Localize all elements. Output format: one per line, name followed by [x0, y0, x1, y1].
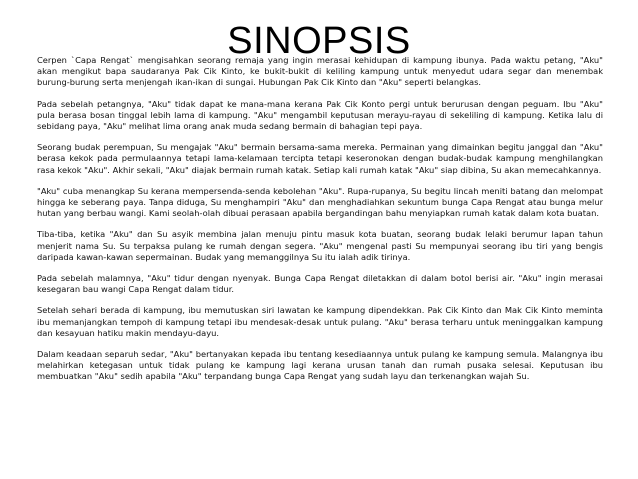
paragraph-1: Cerpen `Capa Rengat` mengisahkan seorang remaja yang ingin merasai kehidupan di kampung ibunya. Pada waktu petang, "Aku" akan mengikut bapa saudaranya Pak Cik Kinto, ke bukit-bukit di keliling kampung untuk menyedut udara segar dan menembak burung-burung serta menjengah ikan-ikan di sungai. Hubungan Pak Cik Kinto dan "Aku" seperti belangkas. [37, 55, 603, 88]
paragraph-6: Pada sebelah malamnya, "Aku" tidur dengan nyenyak. Bunga Capa Rengat diletakkan di dalam botol berisi air. "Aku" ingin merasai kesegaran bau wangi Capa Rengat dalam tidur. [37, 273, 603, 295]
paragraph-7: Setelah sehari berada di kampung, ibu memutuskan siri lawatan ke kampung dipendekkan. Pak Cik Kinto dan Mak Cik Kinto meminta ibu memanjangkan tempoh di kampung tetapi ibu mendesak-desak untuk pulang. "Aku" berasa terharu untuk meninggalkan kampung dan kesayuan hatiku makin mendayu-dayu. [37, 305, 603, 338]
paragraph-8: Dalam keadaan separuh sedar, "Aku" bertanyakan kepada ibu tentang kesediaannya untuk pulang ke kampung semula. Malangnya ibu melahirkan ketegasan untuk tidak pulang ke kampung lagi kerana urusan tanah dan rumah pusaka selesai. Keputusan ibu membuatkan "Aku" sedih apabila "Aku" terpandang bunga Capa Rengat yang sudah layu dan terkenangkan wajah Su. [37, 349, 603, 382]
page-title: SINOPSIS [227, 20, 411, 62]
synopsis-body [37, 55, 603, 393]
paragraph-3: Seorang budak perempuan, Su mengajak "Aku" bermain bersama-sama mereka. Permainan yang dimainkan begitu janggal dan "Aku" berasa kekok pada permulaannya tetapi lama-kelamaan tercipta tetapi keseronokan dengan budak-budak kampung menghilangkan rasa kekok "Aku". Akhir sekali, "Aku" diajak bermain rumah katak. Setiap kali rumah katak "Aku" siap dibina, Su akan memecahkannya. [37, 142, 603, 175]
paragraph-5: Tiba-tiba, ketika "Aku" dan Su asyik membina jalan menuju pintu masuk kota buatan, seorang budak lelaki berumur lapan tahun menjerit nama Su. Su terpaksa pulang ke rumah dengan segera. "Aku" mengenal pasti Su mempunyai seorang ibu tiri yang bengis daripada kawan-kawan sepermainan. Budak yang memanggilnya Su itu ialah adik tirinya. [37, 229, 603, 262]
paragraph-2: Pada sebelah petangnya, "Aku" tidak dapat ke mana-mana kerana Pak Cik Konto pergi untuk berurusan dengan peguam. Ibu "Aku" pula berasa bosan tinggal lebih lama di kampung. "Aku" mengambil keputusan merayu-rayau di sekeliling di kampung. Ketika lalu di sebidang paya, "Aku" melihat lima orang anak muda sedang bermain di bahagian tepi paya. [37, 98, 603, 132]
paragraph-4: "Aku" cuba menangkap Su kerana mempersenda-senda kebolehan "Aku". Rupa-rupanya, Su begitu lincah meniti batang dan melompat hingga ke seberang paya. Tanpa diduga, Su menghampiri "Aku" dan menghadiahkan sekuntum bunga Capa Rengat atau bunga melur hutan yang berbau wangi. Kami seolah-olah dibuai perasaan apabila bergandingan bahu menyiapkan rumah katak dalam kota buatan. [37, 185, 603, 219]
